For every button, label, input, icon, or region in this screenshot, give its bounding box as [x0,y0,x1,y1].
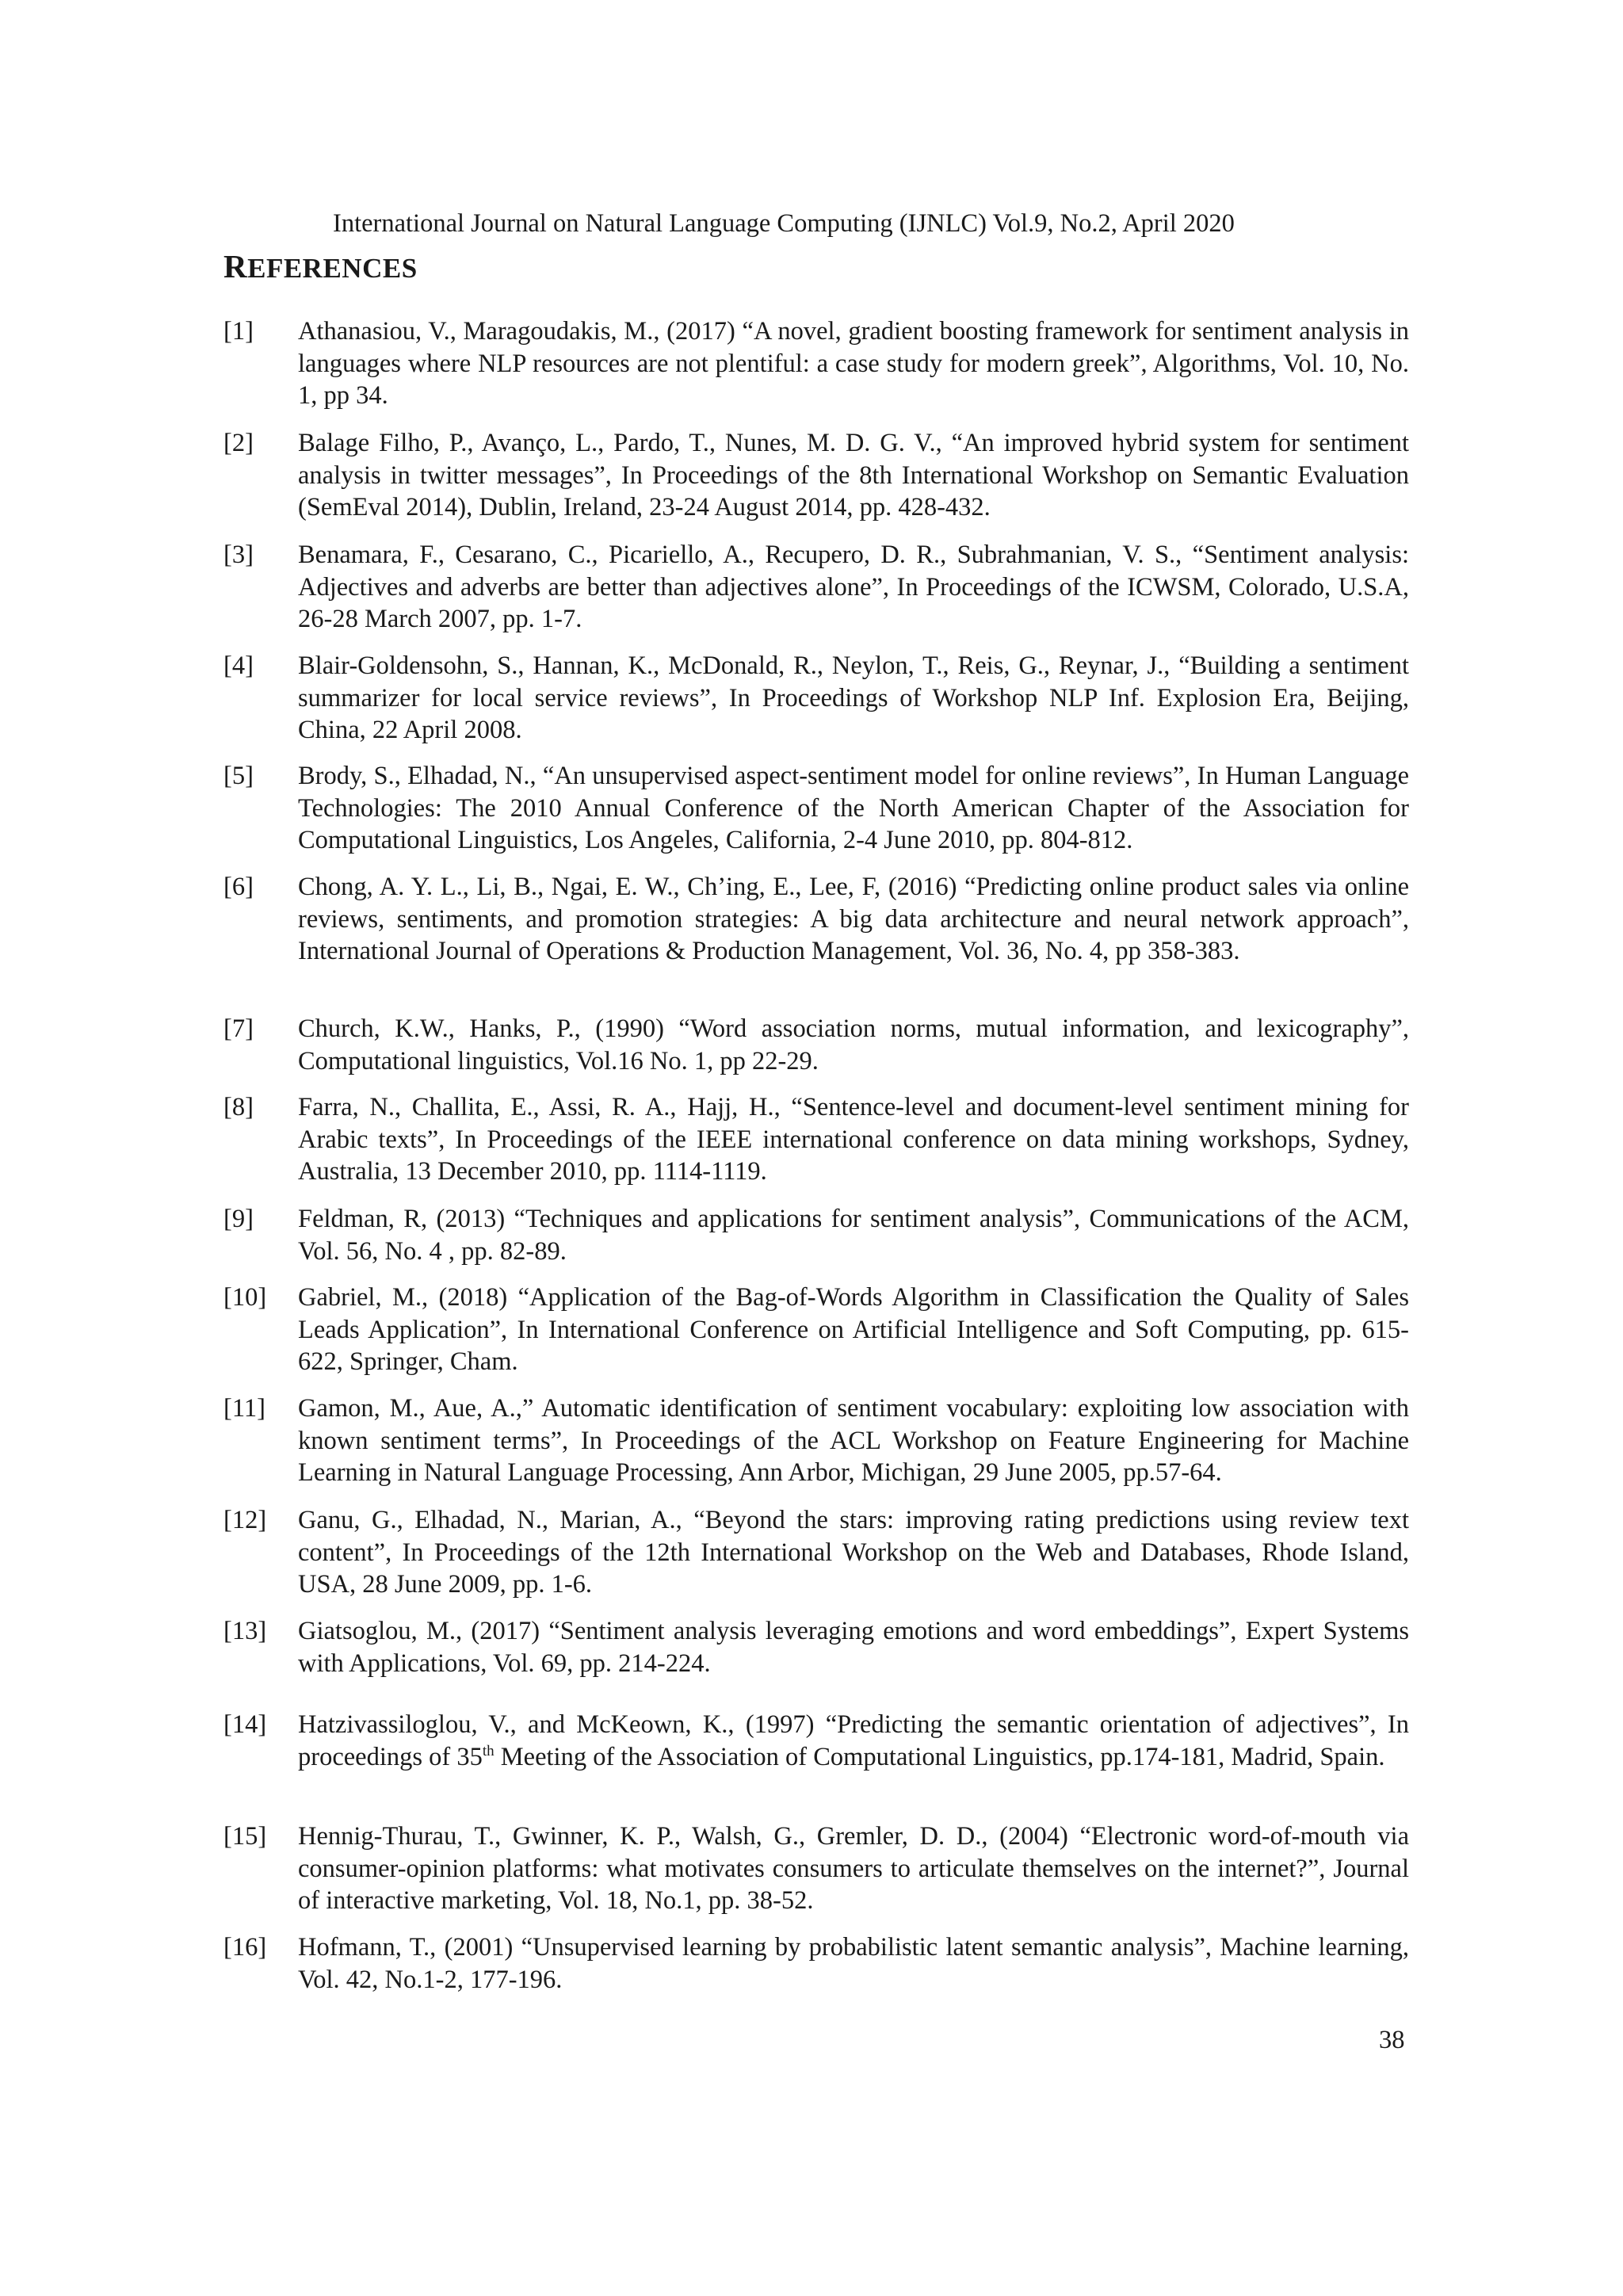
reference-item [223,1615,1409,1679]
reference-item [223,427,1409,524]
reference-item [223,871,1409,968]
reference-item [223,1203,1409,1267]
reference-text: Feldman, R, (2013) “Techniques and applications for sentiment analysis”, Communications of the ACM, Vol. 56, No. 4 , pp. 82-89. [298,1205,1409,1266]
reference-text: Hennig-Thurau, T., Gwinner, K. P., Walsh, G., Gremler, D. D., (2004) “Electronic word-of-mouth via consumer-opinion platforms: what motivates consumers to articulate themselves on the internet?”, Journal of interactive marketing, Vol. 18, No.1, pp. 38-52. [298,1822,1409,1915]
reference-text: Athanasiou, V., Maragoudakis, M., (2017) “A novel, gradient boosting framework for sentiment analysis in languages where NLP resources are not plentiful: a case study for modern greek”, Algorithms, Vol. 10, No. 1, pp 34. [298,317,1409,410]
reference-number: [7] [223,1014,254,1043]
reference-text: Farra, N., Challita, E., Assi, R. A., Hajj, H., “Sentence-level and document-level sentiment mining for Arabic texts”, In Proceedings of the IEEE international conference on data mining workshops, Sydney, Australia, 13 December 2010, pp. 1114-1119. [298,1093,1409,1186]
page-number: 38 [1379,2026,1405,2054]
reference-number: [5] [223,762,254,790]
reference-number: [8] [223,1093,254,1121]
reference-number: [2] [223,429,254,457]
reference-item [223,1013,1409,1077]
reference-item [223,1820,1409,1917]
reference-number: [1] [223,317,254,346]
reference-item [223,1709,1409,1773]
reference-number: [10] [223,1283,267,1312]
reference-number: [16] [223,1933,267,1962]
reference-item [223,1392,1409,1489]
reference-text: Brody, S., Elhadad, N., “An unsupervised aspect-sentiment model for online reviews”, In Human Language Technologies: The 2010 Annual Conference of the North American Chapter of the Association for Computational Linguistics, Los Angeles, California, 2-4 June 2010, pp. 804-812. [298,762,1409,854]
reference-item [223,1931,1409,1996]
reference-text: Gamon, M., Aue, A.,” Automatic identification of sentiment vocabulary: exploiting low association with known sentiment terms”, In Proceedings of the ACL Workshop on Feature Engineering for Machine Learning in Natural Language Processing, Ann Arbor, Michigan, 29 June 2005, pp.57-64. [298,1394,1409,1487]
reference-item [223,650,1409,747]
reference-number: [6] [223,873,254,901]
reference-text: Gabriel, M., (2018) “Application of the Bag-of-Words Algorithm in Classification the Quality of Sales Leads Application”, In International Conference on Artificial Intelligence and Soft Computing, pp. 615-622, Springer, Cham. [298,1283,1409,1376]
reference-text: Giatsoglou, M., (2017) “Sentiment analysis leveraging emotions and word embeddings”, Expert Systems with Applications, Vol. 69, pp. 214-224. [298,1617,1409,1678]
reference-item [223,760,1409,857]
reference-number: [13] [223,1617,267,1645]
superscript: th [482,1742,495,1759]
reference-text: Hofmann, T., (2001) “Unsupervised learning by probabilistic latent semantic analysis”, Machine learning, Vol. 42, No.1-2, 177-196. [298,1933,1409,1994]
reference-text: Blair-Goldensohn, S., Hannan, K., McDonald, R., Neylon, T., Reis, G., Reynar, J., “Building a sentiment summarizer for local service reviews”, In Proceedings of Workshop NLP Inf. Explosion Era, Beijing, China, 22 April 2008. [298,651,1409,744]
reference-text: Church, K.W., Hanks, P., (1990) “Word association norms, mutual information, and lexicography”, Computational linguistics, Vol.16 No. 1, pp 22-29. [298,1014,1409,1075]
reference-number: [9] [223,1205,254,1233]
reference-text: Chong, A. Y. L., Li, B., Ngai, E. W., Ch’ing, E., Lee, F, (2016) “Predicting online product sales via online reviews, sentiments, and promotion strategies: A big data architecture and neural network approach”, International Journal of Operations & Production Management, Vol. 36, No. 4, pp 358-383. [298,873,1409,965]
reference-text: Balage Filho, P., Avanço, L., Pardo, T., Nunes, M. D. G. V., “An improved hybrid system for sentiment analysis in twitter messages”, In Proceedings of the 8th International Workshop on Semantic Evaluation (SemEval 2014), Dublin, Ireland, 23-24 August 2014, pp. 428-432. [298,429,1409,521]
reference-number: [4] [223,651,254,680]
reference-number: [15] [223,1822,267,1851]
reference-item [223,1504,1409,1601]
reference-number: [12] [223,1506,267,1534]
reference-text: Ganu, G., Elhadad, N., Marian, A., “Beyond the stars: improving rating predictions using review text content”, In Proceedings of the 12th International Workshop on the Web and Databases, Rhode Island, USA, 28 June 2009, pp. 1-6. [298,1506,1409,1599]
section-title-rest: EFERENCES [247,253,418,284]
reference-text-part: Meeting of the Association of Computational Linguistics, pp.174-181, Madrid, Spain. [494,1742,1385,1771]
running-header: International Journal on Natural Language Computing (IJNLC) Vol.9, No.2, April 2020 [333,209,1235,238]
reference-number: [11] [223,1394,265,1423]
reference-text [298,1709,1409,1773]
section-title-initial: R [223,248,248,285]
reference-item [223,1282,1409,1378]
reference-item [223,1091,1409,1188]
reference-item [223,539,1409,636]
reference-number: [14] [223,1710,267,1739]
reference-number: [3] [223,541,254,569]
section-title [223,249,418,286]
reference-text: Benamara, F., Cesarano, C., Picariello, A., Recupero, D. R., Subrahmanian, V. S., “Sentiment analysis: Adjectives and adverbs are better than adjectives alone”, In Proceedings of the ICWSM, Colorado, U.S.A, 26-28 March 2007, pp. 1-7. [298,541,1409,633]
reference-text-part: Hatzivassiloglou, V., and McKeown, K., (1997) “Predicting the semantic orientation of adjectives”, In proceedings of 35 [298,1710,1409,1771]
reference-item [223,315,1409,412]
